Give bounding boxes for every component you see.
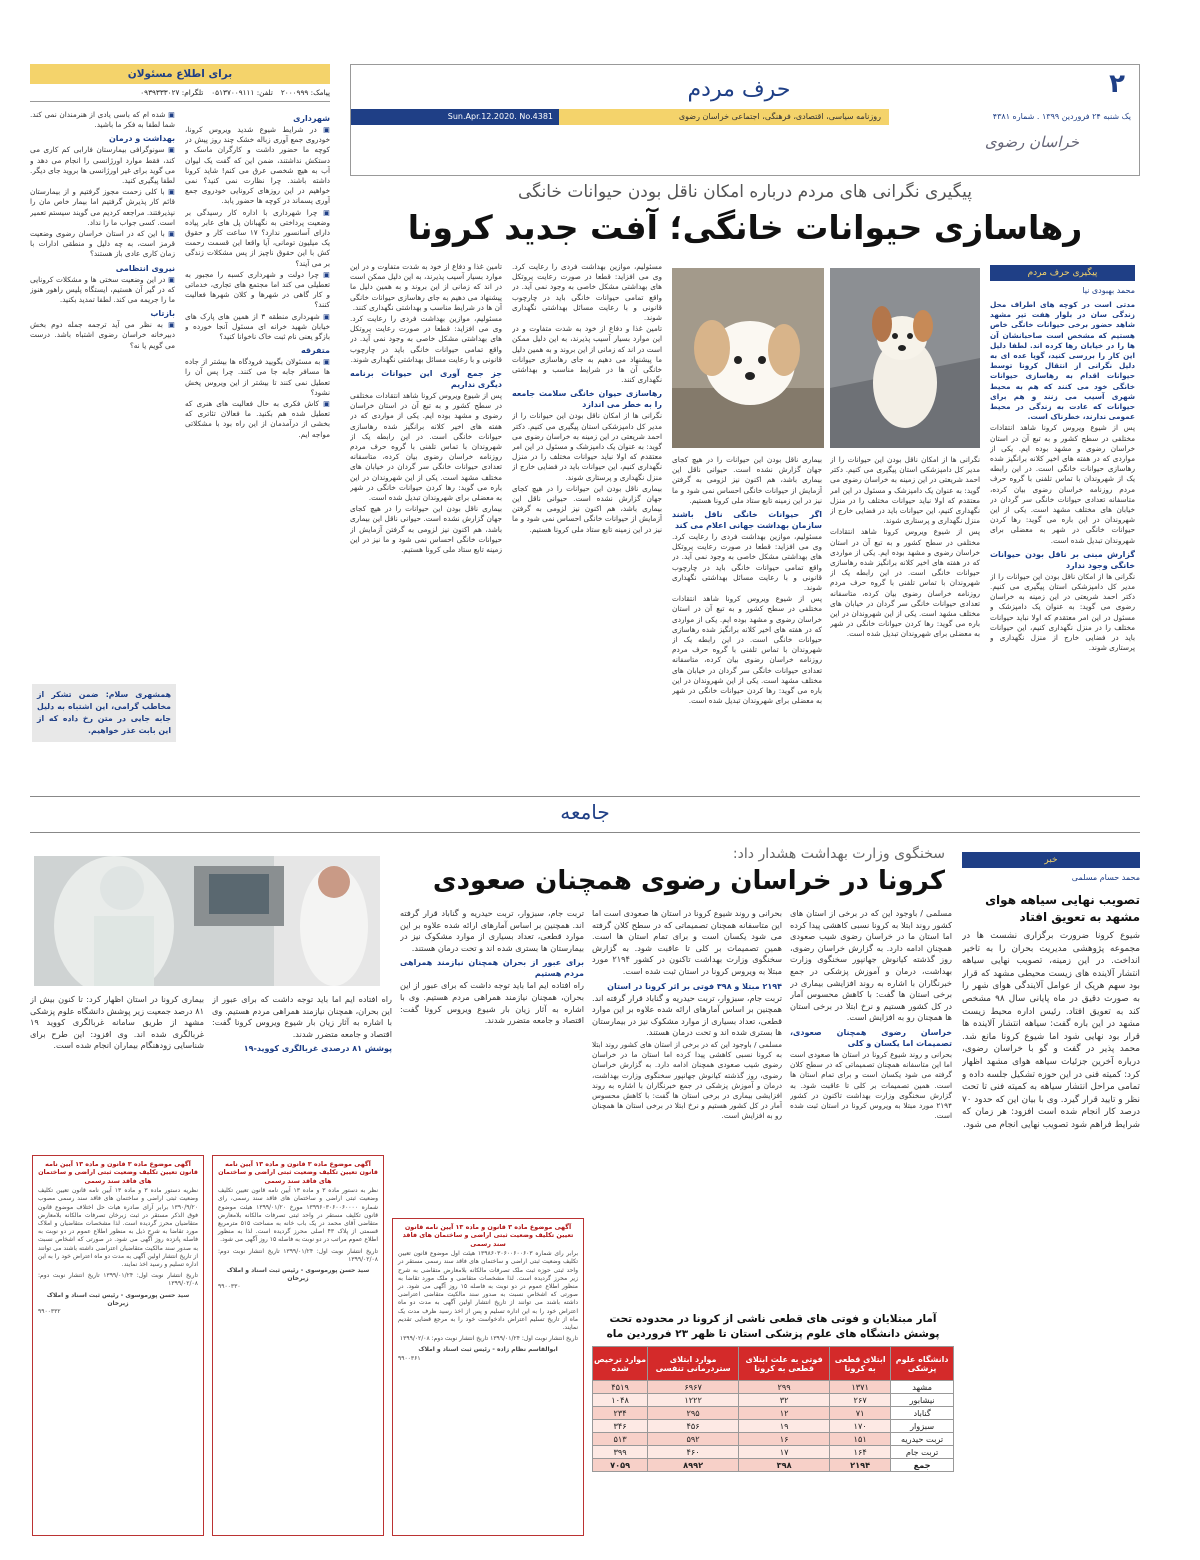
- table-row: [593, 1420, 954, 1433]
- table-cell: ۵۱۳: [593, 1433, 648, 1446]
- article1-paragraph: مسئولیم، موازین بهداشت فردی را رعایت کرد. وی می افزاید: قطعا در صورت رعایت پروتکل های بهداشتی مشکل خاصی به وجود نمی آید. در واقع تمامی حیوانات خانگی باید در چارچوب قانونی و با رعایت مسائل بهداشتی نگهداری شوند.: [672, 532, 822, 593]
- notice-signature: سید حسن پورموسوی - رئیس ثبت اسناد و املاک زبرخان: [226, 1267, 370, 1283]
- phone-icon: ▣: [319, 399, 330, 409]
- sms-contact[interactable]: پیامک: ۲۰۰۰۹۹۹: [280, 88, 330, 97]
- table-row: [593, 1433, 954, 1446]
- sidebar-item-text: با این که در استان خراسان رضوی وضعیت قرمز است، به چه دلیل و منطقی ادارات با زمان کاری عادی باز هستند؟: [30, 229, 175, 259]
- sidebar-item: [30, 229, 175, 260]
- legal-notice-3: [32, 1155, 204, 1536]
- sidebar-column-left: [30, 110, 175, 630]
- table-cell: گناباد: [891, 1407, 954, 1420]
- stats-table: [592, 1346, 954, 1472]
- phone-icon: ▣: [164, 145, 175, 155]
- table-cell: ۱۷: [739, 1446, 830, 1459]
- table-row: [593, 1394, 954, 1407]
- article1-photo-2: [672, 268, 824, 448]
- issue-english: Sun.Apr.12.2020. No.4381: [351, 109, 559, 125]
- table-cell: ۲۶۷: [830, 1394, 891, 1407]
- article2-column-4: [212, 994, 392, 1114]
- article1-column-3: [672, 455, 822, 770]
- sidebar-title: برای اطلاع مسئولان: [30, 64, 330, 84]
- article1-author: محمد بهبودی نیا: [1082, 286, 1135, 295]
- section-divider: [30, 796, 1140, 797]
- table-row: [593, 1459, 954, 1472]
- stats-table-title: آمار مبتلایان و فوتی های قطعی ناشی از کرونا در محدوده تحت پوشش دانشگاه های علوم پزشکی استان تا ظهر ۲۳ فروردین ماه: [606, 1313, 940, 1340]
- article2-paragraph: بیماری کرونا در استان اظهار کرد: تا کنون بیش از ۸۱ درصد جمعیت زیر پوشش دانشگاه علوم پزشکی مشهد از طریق سامانه غربالگری کووید ۱۹ غربالگری شده اند. وی افزود: این طرح برای شناسایی زودهنگام بیماران انجام شده است.: [30, 994, 204, 1051]
- notice-title: آگهی موضوع ماده ۳ قانون و ماده ۱۳ آیین نامه قانون تعیین تکلیف وضعیت ثبتی اراضی و ساختمان های فاقد سند رسمی: [218, 1160, 378, 1185]
- article2-kicker: سخنگوی وزارت بهداشت هشدار داد:: [732, 846, 945, 862]
- phone-icon: ▣: [165, 274, 175, 284]
- sidebar-item: [30, 187, 175, 228]
- paper-tags: روزنامه سیاسی، اقتصادی، فرهنگی، اجتماعی خراسان رضوی: [559, 109, 889, 125]
- article2-subhead: خراسان رضوی همچنان صعودی، تصمیمات اما یکسان و کلی: [790, 1027, 952, 1048]
- table-cell: ۱۹: [739, 1420, 830, 1433]
- notice-code: ۹۹۰۰۳۳۲: [38, 1308, 61, 1316]
- header-strip: [351, 109, 1139, 125]
- sidebar-section-title: متفرقه: [300, 346, 330, 356]
- table-cell: سبزوار: [891, 1420, 954, 1433]
- sidebar-item: [185, 208, 330, 269]
- article1-paragraph: پس از شیوع ویروس کرونا شاهد انتقادات مختلفی در سطح کشور و به تبع آن در استان خراسان رضوی و مشهد بوده ایم. یکی از مواردی که در هفته های اخیر کلانه برانگیز شده رهاسازی حیوانات خانگی است. در این رابطه یک از شهروندان با تماس تلفنی با گروه حرف مردم روزنامه خراسان رضوی بیان کرده، متاسفانه تعدادی حیوانات خانگی سر گردان در خیابان های مختلف مشهد است. یکی از این شهروندان در این باره می گوید: رها کردن حیوانات خانگی در شهر به معضلی برای شهروندان تبدیل شده است.: [350, 391, 502, 503]
- news-author: محمد حسام مسلمی: [1071, 873, 1140, 882]
- article2-paragraph: راه افتاده ایم اما باید توجه داشت که برای عبور از این بحران، همچنان نیازمند همراهی مردم هستیم. وی با اشاره به آثار زیان بار شیوع ویروس کرونا گفت: اقتصاد و جامعه متضرر شدند.: [212, 994, 392, 1039]
- phone-icon: ▣: [319, 311, 330, 321]
- notice-body: نظریه دستور ماده ۳ و ماده ۱۳ آیین نامه قانون تعیین تکلیف وضعیت ثبتی اراضی و ساختمان های فاقد سند رسمی مصوب ۱۳۹۰/۹/۲۰ برابر آرای صادره هیات حل اختلاف موضوع قانون فوق الذکر مستقر در ثبت زبرخان تصرفات مالکانه بلامعارض متقاضیان محرز گردیده است. لذا مشخصات متقاضیان و املاک مورد تقاضا به شرح ذیل به منظور اطلاع عموم در دو نوبت به فاصله پانزده روز آگهی می شود. در صورتی که اشخاص نسبت به صدور سند مالکیت متقاضیان اعتراضی داشته باشند می توانند از تاریخ انتشار اولین آگهی به مدت دو ماه اعتراض خود را به این اداره تسلیم و رسید اخذ نمایند.: [38, 1187, 199, 1269]
- article1-paragraph: مسئولیم، موازین بهداشت فردی را رعایت کرد. وی می افزاید: قطعا در صورت رعایت پروتکل های بهداشتی مشکل خاصی به وجود نمی آید. در واقع تمامی حیوانات خانگی باید در چارچوب قانونی و با رعایت مسائل بهداشتی نگهداری شوند.: [512, 262, 662, 323]
- notice-dates: تاریخ انتشار نوبت اول: ۱۳۹۹/۰۱/۲۴ تاریخ انتشار نوبت دوم: ۱۳۹۹/۰۲/۰۸: [399, 1335, 578, 1343]
- table-cell: ۶۹۶۷: [648, 1381, 739, 1394]
- table-cell: ۱۰۴۸: [593, 1394, 648, 1407]
- notice-body: نظر به دستور ماده ۳ و ماده ۱۳ آیین نامه قانون تعیین تکلیف وضعیت ثبتی اراضی و ساختمان های فاقد سند رسمی، رای شماره ۱۳۹۹۶۰۳۰۶۰۰۶۰۰۰۰ مورخ ۱۳۹۹/۰۱/۲۰ هیئت موضوع قانون تکلیف مستقر در واحد ثبتی تصرفات مالکانه بلامعارض متقاضی آقای محمد در یک باب خانه به مساحت ۵۱۵ مترمربع قسمتی از پلاک ۴۳ اصلی محرز گردیده است. لذا به منظور اطلاع عموم مراتب در دو نوبت به فاصله ۱۵ روز آگهی می شود.: [218, 1187, 378, 1244]
- table-header-cell: دانشگاه علوم پزشکی: [891, 1347, 954, 1381]
- sidebar-item-text: به نظر می آید ترجمه جمله دوم بخش دبیرخانه خراسان رضوی اشتباه باشد. درست می گویم یا نه؟: [30, 320, 175, 350]
- table-cell: ۴۵۱۹: [593, 1381, 648, 1394]
- table-cell: ۸۹۹۲: [648, 1459, 739, 1472]
- table-cell: ۱۳۷۱: [830, 1381, 891, 1394]
- article1-paragraph: تامین غذا و دفاع از خود به شدت متفاوت و در این موارد بسیار آسیب پذیرند، به این دلیل ممکن است در اند که زمانی از این بروند و به همین دلیل ما پیشنهاد می دهیم به جای رهاسازی حیوانات خانگی آن ها در شرایط مناسب و بهداشتی نگهداری کنند.: [512, 324, 662, 385]
- article1-column-2: [830, 455, 980, 770]
- sidebar-item: [30, 145, 175, 186]
- sidebar-item-text: به مسئولان بگویید فرودگاه ها بیشتر از جاده ها مسافر جابه جا می کنند. چرا پس آن را تعطیل نمی کنند تا بیشتر از این ویروس پخش نشود؟: [185, 357, 330, 397]
- article2-subhead: ۲۱۹۴ مبتلا و ۳۹۸ فوتی بر اثر کرونا در استان: [607, 981, 782, 991]
- paper-logo: خراسان رضوی: [984, 133, 1079, 151]
- sidebar-item-text: با کلی زحمت مجوز گرفتیم و از بیمارستان قائم کار پذیرش گرفتیم اما بیمار خاص مان را نپذیرفتند. مراجعه کردیم می گویند سیستم تعمیر است. کسی جواب ما را نداد.: [30, 187, 175, 227]
- table-cell: جمع: [891, 1459, 954, 1472]
- sidebar-item-text: در شرایط شیوع شدید ویروس کرونا، خودروی جمع آوری زباله خشک چند روز پیش در کوچه ما حضور داشت و کارگران ماسک و دستکش نداشتند، ضمن این که گفت یک لیوان آب به هیچ شخصی عرق می کنم! شاید کرونا داشته باشند. چرا نظارت نمی کنید؟ نمی خواهیم در این روزهای کرونایی خودروی جمع آوری پسماند در کوچه ها حضور یابد.: [185, 125, 330, 206]
- article1-column-4: [512, 262, 662, 770]
- article1-paragraph: نگرانی ها از امکان ناقل بودن این حیوانات را از مدیر کل دامپزشکی استان پیگیری می کنیم. دکتر احمد شریعتی در این زمینه به خراسان رضوی می گوید: به عنوان یک دامپزشک و مسئول در این امر معتقدم که اولا نباید حیوانات مختلف را در منزل نگهداری کنیم، این حیوانات باید در فضایی خارج از منزل نگهداری و پرستاری شوند.: [512, 411, 662, 482]
- news-headline: تصویب نهایی سیاهه هوای مشهد به تعویق افتاد: [985, 893, 1140, 924]
- table-cell: تربت جام: [891, 1446, 954, 1459]
- article1-photo-1: [830, 268, 980, 448]
- article1-subhead: جز جمع آوری این حیوانات برنامه دیگری نداریم: [350, 369, 502, 390]
- table-header-cell: موارد ترخیص شده: [593, 1347, 648, 1381]
- sidebar-section-title: بازتاب: [150, 309, 175, 319]
- sidebar-item-text: شهرداری منطقه ۳ از همین های پارک های خیابان شهید خرانه ای مسئول آنجا خورده و بازگو یعنی نام ثبت خاک ناخوانا کنید؟: [185, 311, 330, 342]
- notice-code: ۹۹۰۰۳۶۱: [398, 1354, 421, 1362]
- sidebar-item-text: در این وضعیت سختی ها و مشکلات کرونایی که در گیر آن هستیم، ایستگاه پلیس راهور هنوز ما را جریمه می کند. لطفا تمدید بکنید.: [30, 274, 175, 305]
- sidebar-contacts: [30, 84, 330, 102]
- notice-code: ۹۹۰۰۳۳۰: [218, 1283, 241, 1291]
- notice-signature: ابوالقاسم نظام زاده - رئیس ثبت اسناد و املاک: [418, 1346, 558, 1354]
- article2-photo: [34, 856, 380, 986]
- article1-paragraph: مسئولیم، موازین بهداشت فردی را رعایت کرد. وی می افزاید: قطعا در صورت رعایت پروتکل های بهداشتی مشکل خاصی به وجود نمی آید. در واقع تمامی حیوانات خانگی باید در چارچوب قانونی و با رعایت مسائل بهداشتی نگهداری شوند.: [350, 314, 502, 364]
- notice-dates: تاریخ انتشار نوبت اول: ۱۳۹۹/۰۱/۲۴ تاریخ انتشار نوبت دوم: ۱۳۹۹/۰۲/۰۸: [38, 1272, 198, 1288]
- table-cell: ۱۲۲۲: [648, 1394, 739, 1407]
- table-row: [593, 1446, 954, 1459]
- article1-paragraph: تامین غذا و دفاع از خود به شدت متفاوت و در این موارد بسیار آسیب پذیرند، به این دلیل ممکن است در اند که زمانی از این بروند و به همین دلیل ما پیشنهاد می دهیم به جای رهاسازی حیوانات خانگی آن ها در شرایط مناسب و بهداشتی نگهداری کنند.: [350, 262, 502, 312]
- sidebar-item: [185, 125, 330, 207]
- table-cell: ۳۲: [739, 1394, 830, 1407]
- article2-paragraph: تربت جام، سبزوار، تربت حیدریه و گناباد قرار گرفته اند. همچنین بر اساس آمارهای ارائه شده علاوه بر این موارد قطعی، تعداد بسیاری از موارد مشکوک نیز در بیمارستان ها بستری شده اند و تحت درمان هستند.: [592, 992, 782, 1038]
- stats-table-box: [592, 1308, 954, 1538]
- table-cell: ۳۹۹: [593, 1446, 648, 1459]
- table-cell: ۲۱۹۴: [830, 1459, 891, 1472]
- sidebar: [30, 64, 330, 735]
- sidebar-section-title: بهداشت و درمان: [108, 134, 175, 144]
- sidebar-item: [185, 312, 330, 343]
- article1-paragraph: پس از شیوع ویروس کرونا شاهد انتقادات مختلفی در سطح کشور و به تبع آن در استان خراسان رضوی و مشهد بوده ایم. یکی از مواردی که در هفته های اخیر کلانه برانگیز شده رهاسازی حیوانات خانگی است. در این رابطه یک از شهروندان با تماس تلفنی با گروه حرف مردم روزنامه خراسان رضوی بیان کرده، متاسفانه تعدادی حیوانات خانگی سر گردان در خیابان های مختلف مشهد است. یکی از این شهروندان در این باره می گوید: رها کردن حیوانات خانگی در شهر به معضلی برای شهروندان تبدیل شده است.: [830, 527, 980, 639]
- phone-icon: ▣: [316, 125, 330, 134]
- table-header-cell: فوتی به علت ابتلای قطعی به کرونا: [739, 1347, 830, 1381]
- article2-paragraph: مسلمی / باوجود این که در برخی از استان های کشور روند ابتلا به کرونا نسبی کاهشی پیدا کرده اما استان ما در خراسان رضوی شیب صعودی همچنان ادامه دارد. به گزارش خراسان رضوی، روز گذشته کیانوش جهانپور سخنگوی وزارت بهداشت، درمان و آموزش پزشکی در جمع خبرنگاران با اشاره به روند افزایشی بیماری در برخی استان ها گفت: با کاهش محسوس آمار در کل کشور هستیم و نرخ ابتلا در برخی استان ها همچنان رو به افزایش است.: [790, 908, 952, 1023]
- article1-label: پیگیری حرف مردم: [990, 265, 1135, 281]
- table-cell: ۷۱: [830, 1407, 891, 1420]
- section-divider: [30, 832, 1140, 833]
- telegram-contact[interactable]: تلگرام: ۰۹۳۹۳۳۳۰۲۷: [140, 88, 204, 97]
- table-cell: ۲۳۴: [593, 1407, 648, 1420]
- notice-body: برابر رای شماره ۱۳۹۸۶۰۳۰۶۰۰۶۰۰۶۰۳ هیئت اول موضوع قانون تعیین تکلیف وضعیت ثبتی اراضی و ساختمان های فاقد سند رسمی مستقر در واحد ثبتی حوزه ثبت ملک تصرفات مالکانه بلامعارض متقاضی به شرح زیر محرز گردیده است. لذا مشخصات متقاضی و ملک مورد تقاضا به منظور اطلاع عموم در دو نوبت به فاصله ۱۵ روز آگهی می شود. در صورتی که اشخاص نسبت به صدور سند مالکیت متقاضی اعتراضی داشته باشند می توانند از تاریخ انتشار اولین آگهی به مدت دو ماه اعتراض خود را به این اداره تسلیم و پس از اخذ رسید ظرف مدت یک ماه از تاریخ تسلیم اعتراض دادخواست خود را به مرجع قضایی تقدیم نمایند.: [398, 1250, 578, 1332]
- article1-subhead: گزارش مبنی بر ناقل بودن حیوانات خانگی وجود ندارد: [990, 549, 1135, 570]
- phone-icon: ▣: [320, 357, 330, 367]
- sidebar-item: [30, 110, 175, 130]
- article1-paragraph: بیماری ناقل بودن این حیوانات را در هیچ کجای جهان گزارش نشده است. حیوانی ناقل این بیماری باشد، هم اکنون نیز لزومی به گرفتن آزمایش از حیوانات خانگی احساس نمی شود و ما نیز در این زمینه تابع ستاد ملی کرونا هستیم.: [512, 483, 662, 534]
- notice-dates: تاریخ انتشار نوبت اول: ۱۳۹۹/۰۱/۲۴ تاریخ انتشار نوبت دوم: ۱۳۹۹/۰۲/۰۸: [218, 1247, 378, 1263]
- article1-subhead: اگر حیوانات خانگی ناقل باشند سازمان بهداشت جهانی اعلام می کند: [672, 510, 822, 531]
- table-cell: مشهد: [891, 1381, 954, 1394]
- legal-notice-1: [392, 1218, 584, 1536]
- article1-paragraph: بیماری ناقل بودن این حیوانات را در هیچ کجای جهان گزارش نشده است. حیوانی ناقل این بیماری باشد، هم اکنون نیز لزومی به گرفتن آزمایش از حیوانات خانگی احساس نمی شود و ما نیز در این زمینه تابع ستاد ملی کرونا هستیم.: [672, 455, 822, 505]
- table-cell: ۱۲: [739, 1407, 830, 1420]
- table-cell: ۱۵۱: [830, 1433, 891, 1446]
- article1-paragraph: پس از شیوع ویروس کرونا شاهد انتقادات مختلفی در سطح کشور و به تبع آن در استان خراسان رضوی و مشهد بوده ایم. یکی از مواردی که در هفته های اخیر کلانه برانگیز شده رهاسازی حیوانات خانگی است. در این رابطه یک از شهروندان با تماس تلفنی با گروه حرف مردم روزنامه خراسان رضوی بیان کرده، متاسفانه تعدادی حیوانات خانگی سر گردان در خیابان های مختلف مشهد است. یکی از این شهروندان در این باره می گوید: رها کردن حیوانات خانگی در شهر به معضلی برای شهروندان تبدیل شده است.: [990, 423, 1135, 545]
- phone-icon: ▣: [162, 320, 175, 330]
- phone-icon: ▣: [164, 187, 175, 197]
- news-label: خبر: [962, 852, 1140, 868]
- article2-headline: کرونا در خراسان رضوی همچنان صعودی: [432, 866, 945, 896]
- article2-column-5: [30, 994, 204, 1114]
- article2-paragraph: راه افتاده ایم اما باید توجه داشت که برای عبور از این بحران، همچنان نیازمند همراهی مردم هستیم. وی با اشاره به آثار زیان بار شیوع ویروس کرونا گفت: اقتصاد و جامعه متضرر شدند.: [400, 980, 584, 1026]
- issue-date: یک شنبه ۲۴ فروردین ۱۳۹۹ . شماره ۴۳۸۱: [889, 109, 1139, 125]
- phone-contact[interactable]: تلفن: ۰۵۱۳۷۰۰۹۱۱۱: [211, 88, 273, 97]
- sidebar-item: [185, 357, 330, 398]
- table-cell: ۴۵۶: [648, 1420, 739, 1433]
- phone-icon: ▣: [318, 269, 330, 279]
- notice-title: آگهی موضوع ماده ۳ قانون و ماده ۱۳ آیین نامه قانون تعیین تکلیف وضعیت ثبتی اراضی و ساختمان های فاقد سند رسمی: [402, 1223, 574, 1248]
- article1-paragraph: پس از شیوع ویروس کرونا شاهد انتقادات مختلفی در سطح کشور و به تبع آن در استان خراسان رضوی و مشهد بوده ایم. یکی از مواردی که در هفته های اخیر کلانه برانگیز شده رهاسازی حیوانات خانگی است. در این رابطه یک از شهروندان با تماس تلفنی با گروه حرف مردم روزنامه خراسان رضوی بیان کرده، متاسفانه تعدادی حیوانات خانگی سر گردان در خیابان های مختلف مشهد است. یکی از این شهروندان در این باره می گوید: رها کردن حیوانات خانگی در شهر به معضلی برای شهروندان تبدیل شده است.: [672, 594, 822, 706]
- article2-paragraph: مسلمی / باوجود این که در برخی از استان های کشور روند ابتلا به کرونا نسبی کاهشی پیدا کرده اما استان ما در خراسان رضوی شیب صعودی همچنان ادامه دارد. به گزارش خراسان رضوی، روز گذشته کیانوش جهانپور سخنگوی وزارت بهداشت، درمان و آموزش پزشکی در جمع خبرنگاران با اشاره به روند افزایشی بیماری در برخی استان ها گفت: با کاهش محسوس آمار در کل کشور هستیم و نرخ ابتلا در برخی استان ها همچنان رو به افزایش است.: [592, 1039, 782, 1121]
- table-header-cell: موارد ابتلای ستردرمانی تنفسی: [648, 1347, 739, 1381]
- table-row: [593, 1407, 954, 1420]
- sidebar-item-text: چرا دولت و شهرداری کسبه را مجبور به تعطیلی می کند اما مجتمع های تجاری، خدماتی و کار گاهی در شهرها و کلان شهرها فعالیت کنند؟: [185, 269, 330, 310]
- sidebar-item: [185, 270, 330, 311]
- table-cell: ۱۶: [739, 1433, 830, 1446]
- sidebar-item: [185, 399, 330, 440]
- notice-signature: سید حسن پورموسوی - رئیس ثبت اسناد و املاک زبرخان: [46, 1291, 190, 1307]
- article1-paragraph: نگرانی ها از امکان ناقل بودن این حیوانات را از مدیر کل دامپزشکی استان پیگیری می کنیم. دکتر احمد شریعتی در این زمینه به خراسان رضوی می گوید: به عنوان یک دامپزشک و مسئول در این امر معتقدم که اولا نباید حیوانات مختلف را در منزل نگهداری کنیم، این حیوانات باید در فضایی خارج از منزل نگهداری و پرستاری شوند.: [830, 455, 980, 526]
- article2-column-3: [400, 908, 584, 1143]
- sidebar-item-text: چرا شهرداری با اداره کار رسیدگی بر وضعیت پرداختی به نگهبانان پل های عابر پیاده دارای آسانسور ندارد؟ ۱۷ ساعت کار و حقوق یک میلیون تومانی، آیا واقعا این قسمت رحمت کش با این حقوق ناچیز از پس مشکلات زندگی بر می آیند؟: [185, 207, 330, 268]
- section-title: حرف مردم: [687, 77, 791, 102]
- sidebar-item: [30, 320, 175, 351]
- article2-paragraph: تربت جام، سبزوار، تربت حیدریه و گناباد قرار گرفته اند. همچنین بر اساس آمارهای ارائه شده علاوه بر این موارد قطعی، تعداد بسیاری از موارد مشکوک نیز در بیمارستان ها بستری شده اند و تحت درمان هستند.: [400, 908, 584, 953]
- notice-title: آگهی موضوع ماده ۳ قانون و ماده ۱۳ آیین نامه قانون تعیین تکلیف وضعیت ثبتی اراضی و ساختمان های فاقد سند رسمی: [38, 1160, 198, 1185]
- article1-column-1: [990, 300, 1135, 770]
- sidebar-section-title: شهرداری: [293, 114, 330, 123]
- article2-column-1: [790, 908, 952, 1228]
- table-header-cell: ابتلای قطعی به کرونا: [830, 1347, 891, 1381]
- sidebar-item: [30, 275, 175, 306]
- article1-headline: رهاسازی حیوانات خانگی؛ آفت جدید کرونا: [407, 208, 1083, 247]
- article1-kicker: پیگیری نگرانی های مردم درباره امکان ناقل بودن حیوانات خانگی: [517, 182, 973, 202]
- article1-paragraph: نگرانی ها از امکان ناقل بودن این حیوانات را از مدیر کل دامپزشکی استان پیگیری می کنیم. دکتر احمد شریعتی در این زمینه به خراسان رضوی می گوید: به عنوان یک دامپزشک و مسئول در این امر معتقدم که اولا نباید حیوانات مختلف را در منزل نگهداری کنیم، این حیوانات باید در فضایی خارج از منزل نگهداری و پرستاری شوند.: [990, 571, 1135, 653]
- table-row: [593, 1381, 954, 1394]
- sidebar-note: همشهری سلام: ضمن تشکر از مخاطب گرامی، این اشتباه به دلیل جابه جایی در متن رخ داده که از این بابت عذر خواهیم.: [32, 684, 176, 742]
- phone-icon: ▣: [317, 207, 330, 217]
- legal-notice-2: [212, 1155, 384, 1536]
- article2-subhead: برای عبور از بحران همچنان نیازمند همراهی مردم هستیم: [400, 958, 584, 979]
- article2-paragraph: بحرانی و روند شیوع کرونا در استان ها صعودی است اما این متاسفانه همچنان تصمیماتی که در سطح کلان گرفته می شود یکسان است و برای تمام استان ها است. همین تصمیمات بر کلی تا عاقبت شود. به گزارش سخنگوی وزارت بهداشت تاکنون در کشور ۲۱۹۴ مورد مبتلا به ویروس کرونا در استان ثبت شده است.: [790, 1049, 952, 1121]
- page-header: [350, 64, 1140, 176]
- sidebar-column-right: [185, 110, 330, 630]
- phone-icon: ▣: [164, 229, 175, 239]
- table-cell: ۳۴۶: [593, 1420, 648, 1433]
- section2-title: جامعه: [560, 800, 610, 824]
- article1-lead: مدتی است در کوچه های اطراف محل زندگی سان در بلوار هفت تیر مشهد شاهد حضور برخی حیوانات خانگی خاص هستیم که مشخص است صاحبانشان آن ها را در خیابان رها کرده اند. لطفا دلیل این کار را بررسی کنید، گویا عده ای به دلیل نگرانی از انتقال کرونا توسط حیوانات اقدام به رهاسازی حیوانات خانگی خود می کنند که هم به محیط شهری آسیب می زنند و هم برای حیوانات که عادت به زندگی در محیط عمومی ندارند، خطرناک است.: [990, 300, 1135, 422]
- sidebar-section-title: نیروی انتظامی: [115, 263, 175, 273]
- table-cell: ۲۹۹: [739, 1381, 830, 1394]
- article2-column-2: [592, 908, 782, 1300]
- table-cell: نیشابور: [891, 1394, 954, 1407]
- table-header-row: [593, 1347, 954, 1381]
- table-cell: تربت حیدریه: [891, 1433, 954, 1446]
- phone-icon: ▣: [165, 110, 175, 119]
- table-cell: ۱۷۰: [830, 1420, 891, 1433]
- sidebar-item-text: شده ام که باسی یادی از هنرمندان نمی کند. شما لطفا به فکر ما باشید.: [30, 110, 175, 130]
- page-number: ۲: [1109, 69, 1125, 99]
- table-cell: ۷۰۵۹: [593, 1459, 648, 1472]
- sidebar-item-text: کاش فکری به حال فعالیت های هنری که تعطیل شده هم بکنید. ما فعالان تئاتری که بخشی از درآمدمان از این راه بود با مشکلاتی مواجه ایم.: [185, 399, 330, 439]
- article1-paragraph: بیماری ناقل بودن این حیوانات را در هیچ کجای جهان گزارش نشده است. حیوانی ناقل این بیماری باشد، هم اکنون نیز لزومی به گرفتن آزمایش از حیوانات خانگی احساس نمی شود و ما نیز در این زمینه تابع ستاد ملی کرونا هستیم.: [350, 504, 502, 555]
- article1-subhead: رهاسازی حیوان خانگی سلامت جامعه را به خطر می اندازد: [512, 389, 662, 410]
- article2-paragraph: بحرانی و روند شیوع کرونا در استان ها صعودی است اما این متاسفانه همچنان تصمیماتی که در سطح کلان گرفته می شود یکسان است و برای تمام استان ها است. همین تصمیمات بر کلی تا عاقبت شود. به گزارش سخنگوی وزارت بهداشت تاکنون در کشور ۲۱۹۴ مورد مبتلا به ویروس کرونا در استان ثبت شده است.: [592, 908, 782, 976]
- article2-subhead: پوشش ۸۱ درصدی غربالگری کووید-۱۹: [243, 1044, 392, 1054]
- article1-column-5: [350, 262, 502, 770]
- table-cell: ۱۶۴: [830, 1446, 891, 1459]
- table-cell: ۴۶۰: [648, 1446, 739, 1459]
- news-body: شیوع کرونا ضرورت برگزاری نشست ها در مجموعه پژوهشی مدیریت بحران را به تاخیر انداخت. در این زمینه، تصویب نهایی سیاهه انتشار آلاینده های زیست محیطی مشهد که قرار بود سهم هریک از عوامل آلایندگی هوای شهر را به صورت دقیق در ماه پایانی سال ۹۸ مشخص کند به تعویق افتاد. رئیس اداره محیط زیست مشهد در این باره گفت: سیاهه انتشار آلاینده ها قرار بود نهایی شود اما شیوع کرونا مانع شد. محمد پذیر در گفت و گو با خراسان رضوی، درباره آخرین جزئیات سیاهه هوای مشهد اظهار کرد: کمیته فنی در این حوزه تشکیل جلسه داده و تمامی مراحل انتشار سیاهه به کمیته فنی تا تحت نظر و تایید قرار گیرد. وی با بیان این که حدود ۷۰ درصد کار انجام شده است افزود: هر زمان که شرایط فراهم شود تصویب نهایی انجام می شود.: [962, 931, 1140, 1130]
- sidebar-item-text: سونوگرافی بیمارستان فارابی کم کاری می کند، فقط موارد اورژانسی را انجام می دهد و می گوید برای غیر اورژانسی ها بروید جای دیگر. لطفا پیگیری کنید.: [30, 145, 175, 186]
- table-cell: ۵۹۲: [648, 1433, 739, 1446]
- table-cell: ۳۹۸: [739, 1459, 830, 1472]
- table-cell: ۲۹۵: [648, 1407, 739, 1420]
- sidebar-columns: [30, 110, 330, 630]
